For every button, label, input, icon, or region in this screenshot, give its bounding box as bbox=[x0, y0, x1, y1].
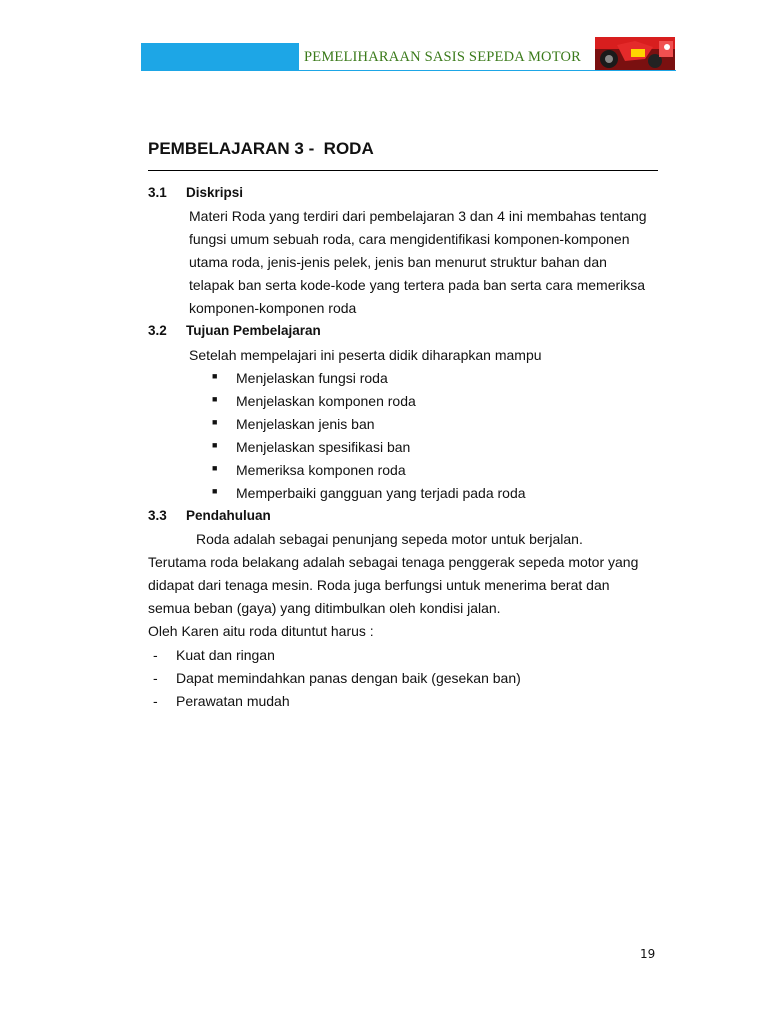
diskripsi-line-4: telapak ban serta kode-kode yang tertera pada ban serta cara memeriksa bbox=[189, 277, 646, 293]
header-title: PEMELIHARAAN SASIS SEPEDA MOTOR bbox=[304, 49, 582, 65]
header-rule bbox=[141, 70, 676, 71]
pendahuluan-line-2: Terutama roda belakang adalah sebagai tenaga penggerak sepeda motor yang bbox=[148, 554, 639, 570]
header-accent-bar bbox=[141, 43, 299, 70]
tujuan-item-2: Menjelaskan komponen roda bbox=[236, 393, 416, 409]
diskripsi-line-5: komponen-komponen roda bbox=[189, 300, 357, 316]
heading-underline bbox=[148, 170, 658, 171]
pendahuluan-line-1: Roda adalah sebagai penunjang sepeda motor untuk berjalan. bbox=[196, 531, 583, 547]
bullet-marker: ■ bbox=[212, 417, 218, 427]
bullet-marker: ■ bbox=[212, 486, 218, 496]
pendahuluan-line-5: Oleh Karen aitu roda dituntut harus : bbox=[148, 623, 374, 639]
diskripsi-line-2: fungsi umum sebuah roda, cara mengidentifikasi komponen-komponen bbox=[189, 231, 630, 247]
bullet-marker: ■ bbox=[212, 371, 218, 381]
page-number: 19 bbox=[640, 947, 656, 961]
bullet-marker: ■ bbox=[212, 463, 218, 473]
section-title-tujuan: Tujuan Pembelajaran bbox=[186, 323, 321, 338]
page-heading: PEMBELAJARAN 3 - RODA bbox=[148, 139, 374, 158]
requirement-item-3: Perawatan mudah bbox=[176, 693, 290, 709]
dash-marker: - bbox=[153, 647, 158, 663]
section-title-diskripsi: Diskripsi bbox=[186, 185, 244, 200]
tujuan-item-4: Menjelaskan spesifikasi ban bbox=[236, 439, 411, 455]
section-number-3-1: 3.1 bbox=[148, 185, 167, 200]
dash-marker: - bbox=[153, 670, 158, 686]
bullet-marker: ■ bbox=[212, 394, 218, 404]
tujuan-item-6: Memperbaiki gangguan yang terjadi pada roda bbox=[236, 485, 526, 501]
dash-marker: - bbox=[153, 693, 158, 709]
section-number-3-3: 3.3 bbox=[148, 508, 167, 523]
section-number-3-2: 3.2 bbox=[148, 323, 167, 338]
requirement-item-2: Dapat memindahkan panas dengan baik (gesekan ban) bbox=[176, 670, 521, 686]
bullet-marker: ■ bbox=[212, 440, 218, 450]
tujuan-intro: Setelah mempelajari ini peserta didik diharapkan mampu bbox=[189, 347, 542, 363]
tujuan-item-1: Menjelaskan fungsi roda bbox=[236, 370, 388, 386]
diskripsi-line-1: Materi Roda yang terdiri dari pembelajaran 3 dan 4 ini membahas tentang bbox=[189, 208, 647, 224]
diskripsi-line-3: utama roda, jenis-jenis pelek, jenis ban menurut struktur bahan dan bbox=[189, 254, 607, 270]
pendahuluan-line-3: didapat dari tenaga mesin. Roda juga berfungsi untuk menerima berat dan bbox=[148, 577, 610, 593]
tujuan-item-5: Memeriksa komponen roda bbox=[236, 462, 406, 478]
requirement-item-1: Kuat dan ringan bbox=[176, 647, 275, 663]
section-title-pendahuluan: Pendahuluan bbox=[186, 508, 271, 523]
header-motorcycle-photo bbox=[595, 37, 675, 70]
tujuan-item-3: Menjelaskan jenis ban bbox=[236, 416, 375, 432]
pendahuluan-line-4: semua beban (gaya) yang ditimbulkan oleh kondisi jalan. bbox=[148, 600, 501, 616]
